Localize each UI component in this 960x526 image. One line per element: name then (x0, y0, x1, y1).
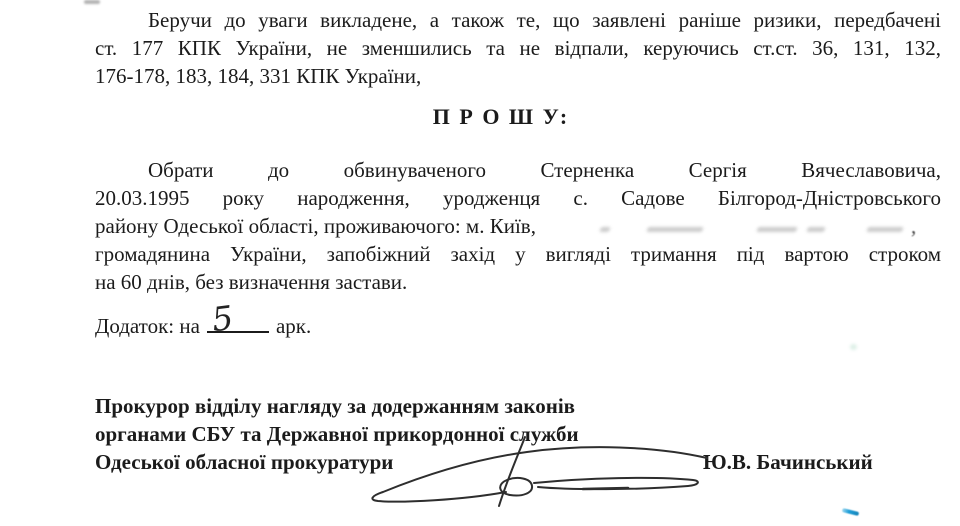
redacted-address-area (95, 214, 941, 239)
request-paragraph-line-3-text: району Одеської області, проживаючого: м. Київ, (95, 214, 536, 238)
request-paragraph-line-3 (95, 214, 941, 239)
blue-pen-mark (842, 508, 859, 516)
prosecutor-title-line-3: Одеської обласної прокуратури (95, 450, 394, 474)
document-heading-proshu: П Р О Ш У: (432, 104, 570, 129)
redacted-line-trailing-comma: , (911, 214, 917, 238)
handwritten-page-count: 5 (209, 297, 236, 340)
redaction-smudge (646, 227, 703, 232)
attachment-suffix: арк. (275, 314, 312, 338)
request-paragraph-line-5: на 60 днів, без визначення застави. (95, 270, 408, 294)
scan-artifact-top-edge (84, 0, 100, 4)
redaction-smudge (756, 227, 797, 232)
request-paragraph-line-1: Обрати до обвинуваченого Стерненка Сергія Вячеславовича, (148, 158, 941, 182)
prosecutor-title-line-1: Прокурор відділу нагляду за додержанням законів (95, 394, 576, 418)
intro-paragraph-line-3: 176-178, 183, 184, 331 КПК України, (95, 64, 422, 88)
intro-paragraph-line-1: Беручи до уваги викладене, а також те, що заявлені раніше ризики, передбачені (148, 8, 941, 32)
attachment-prefix: Додаток: на (95, 314, 200, 338)
request-paragraph-line-4: громадянина України, запобіжний захід у вигляді тримання під вартою строком (95, 242, 941, 266)
prosecutor-title-line-2: органами СБУ та Державної прикордонної служби (95, 422, 579, 446)
redaction-smudge (806, 227, 825, 232)
scan-speck (850, 344, 857, 350)
redaction-smudge (599, 227, 610, 232)
signer-name: Ю.В. Бачинський (703, 450, 873, 474)
redaction-smudge (866, 227, 903, 232)
intro-paragraph-line-2: ст. 177 КПК України, не зменшились та не відпали, керуючись ст.ст. 36, 131, 132, (95, 36, 941, 60)
request-paragraph-line-2: 20.03.1995 року народження, уродженця с. Садове Білгород-Дністровського (95, 186, 941, 210)
